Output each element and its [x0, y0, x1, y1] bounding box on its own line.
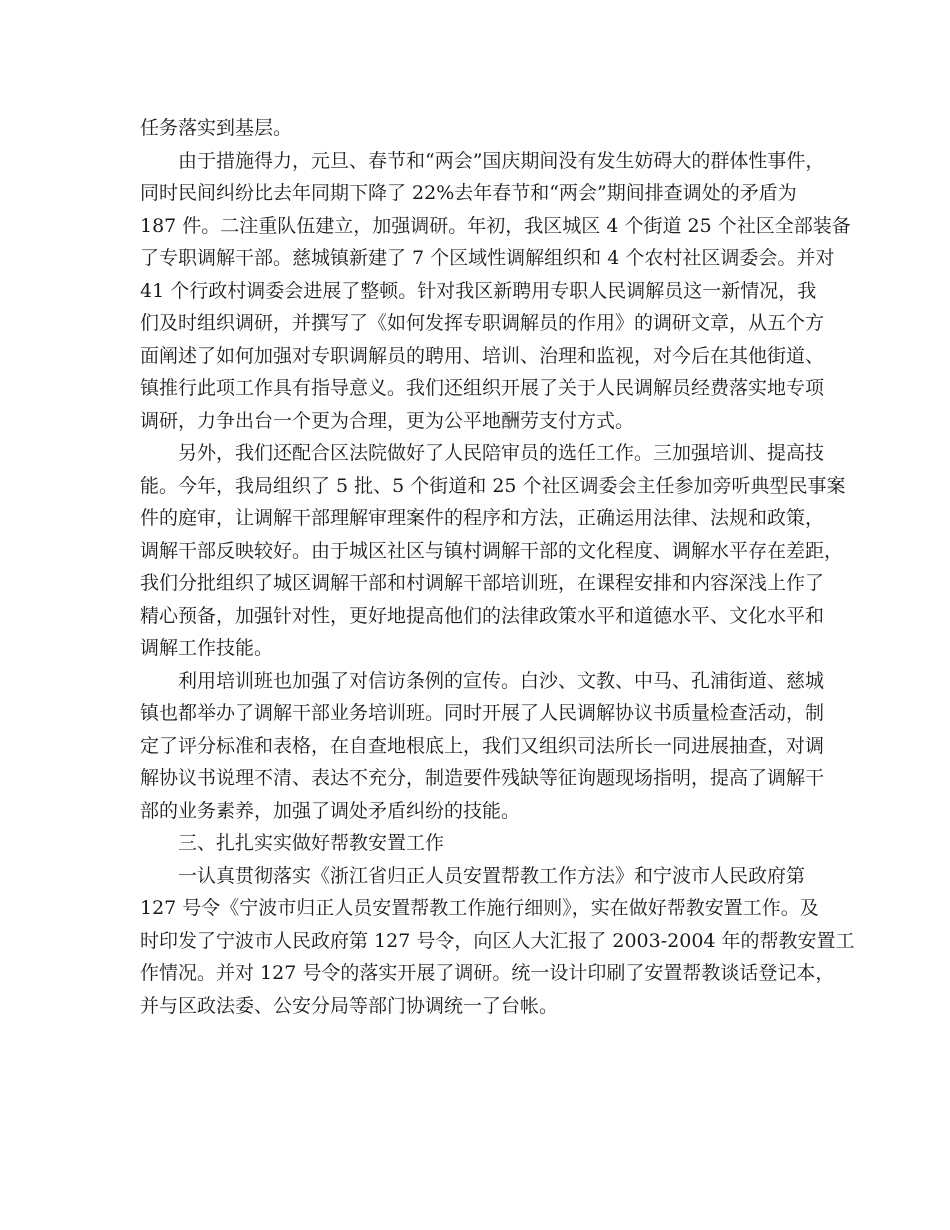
text-line: 同时民间纠纷比去年同期下降了 22%去年春节和“两会”期间排查调处的矛盾为: [140, 182, 797, 204]
text-line: 们及时组织调研，并撰写了《如何发挥专职调解员的作用》的调研文章，从五个方: [140, 312, 825, 334]
text-line: 解协议书说理不清、表达不充分，制造要件残缺等征询题现场指明，提高了调解干: [140, 767, 825, 789]
text-line: 时印发了宁波市人民政府第 127 号令，向区人大汇报了 2003-2004 年的帮教安置工: [140, 929, 855, 952]
text-line: 能。今年，我局组织了 5 批、5 个街道和 25 个社区调委会主任参加旁听典型民事案: [140, 474, 846, 497]
text-line: 件的庭审，让调解干部理解审理案件的程序和方法，正确运用法律、法规和政策，: [140, 507, 825, 529]
text-line: 面阐述了如何加强对专职调解员的聘用、培训、治理和监视，对今后在其他街道、: [140, 344, 825, 367]
paragraph: [140, 665, 825, 828]
text-line: 了专职调解干部。慈城镇新建了 7 个区域性调解组织和 4 个农村社区调委会。并对: [140, 247, 835, 269]
text-line: 精心预备，加强针对性，更好地提高他们的法律政策水平和道德水平、文化水平和: [140, 604, 825, 627]
text-line: 部的业务素养，加强了调处矛盾纠纷的技能。: [140, 799, 521, 822]
text-line: 并与区政法委、公安分局等部门协调统一了台帐。: [140, 994, 559, 1017]
paragraph: [140, 145, 851, 438]
text-line: 三、扎扎实实做好帮教安置工作: [178, 832, 445, 854]
text-line: 镇也都举办了调解干部业务培训班。同时开展了人民调解协议书质量检查活动，制: [140, 702, 825, 724]
paragraph: [140, 827, 822, 860]
text-line: 调解工作技能。: [140, 637, 274, 659]
text-line: 由于措施得力，元旦、春节和“两会”国庆期间没有发生妨碍大的群体性事件，: [178, 149, 825, 172]
text-line: 利用培训班也加强了对信访条例的宣传。白沙、文教、中马、孔浦街道、慈城: [178, 669, 825, 692]
text-line: 187 件。二注重队伍建立，加强调研。年初，我区城区 4 个街道 25 个社区全部装备: [140, 214, 851, 237]
text-line: 调研，力争出台一个更为合理，更为公平地酬劳支付方式。: [140, 409, 635, 432]
paragraph: [140, 860, 855, 1023]
text-line: 镇推行此项工作具有指导意义。我们还组织开展了关于人民调解员经费落实地专项: [140, 377, 825, 399]
paragraph: [140, 437, 846, 665]
text-line: 定了评分标准和表格，在自查地根底上，我们又组织司法所长一同进展抽查，对调: [140, 734, 825, 757]
text-line: 我们分批组织了城区调解干部和村调解干部培训班，在课程安排和内容深浅上作了: [140, 572, 825, 594]
paragraph: [140, 112, 822, 145]
text-line: 另外，我们还配合区法院做好了人民陪审员的选任工作。三加强培训、提高技: [178, 442, 825, 464]
text-line: 任务落实到基层。: [140, 117, 293, 139]
text-line: 调解干部反映较好。由于城区社区与镇村调解干部的文化程度、调解水平存在差距，: [140, 539, 844, 562]
document-body: [140, 112, 855, 1022]
text-line: 127 号令《宁波市归正人员安置帮教工作施行细则》，实在做好帮教安置工作。及: [140, 897, 819, 919]
text-line: 一认真贯彻落实《浙江省归正人员安置帮教工作方法》和宁波市人民政府第: [178, 864, 806, 887]
text-line: 41 个行政村调委会进展了整顿。针对我区新聘用专职人民调解员这一新情况，我: [140, 279, 817, 302]
text-line: 作情况。并对 127 号令的落实开展了调研。统一设计印刷了安置帮教谈话登记本，: [140, 962, 835, 984]
